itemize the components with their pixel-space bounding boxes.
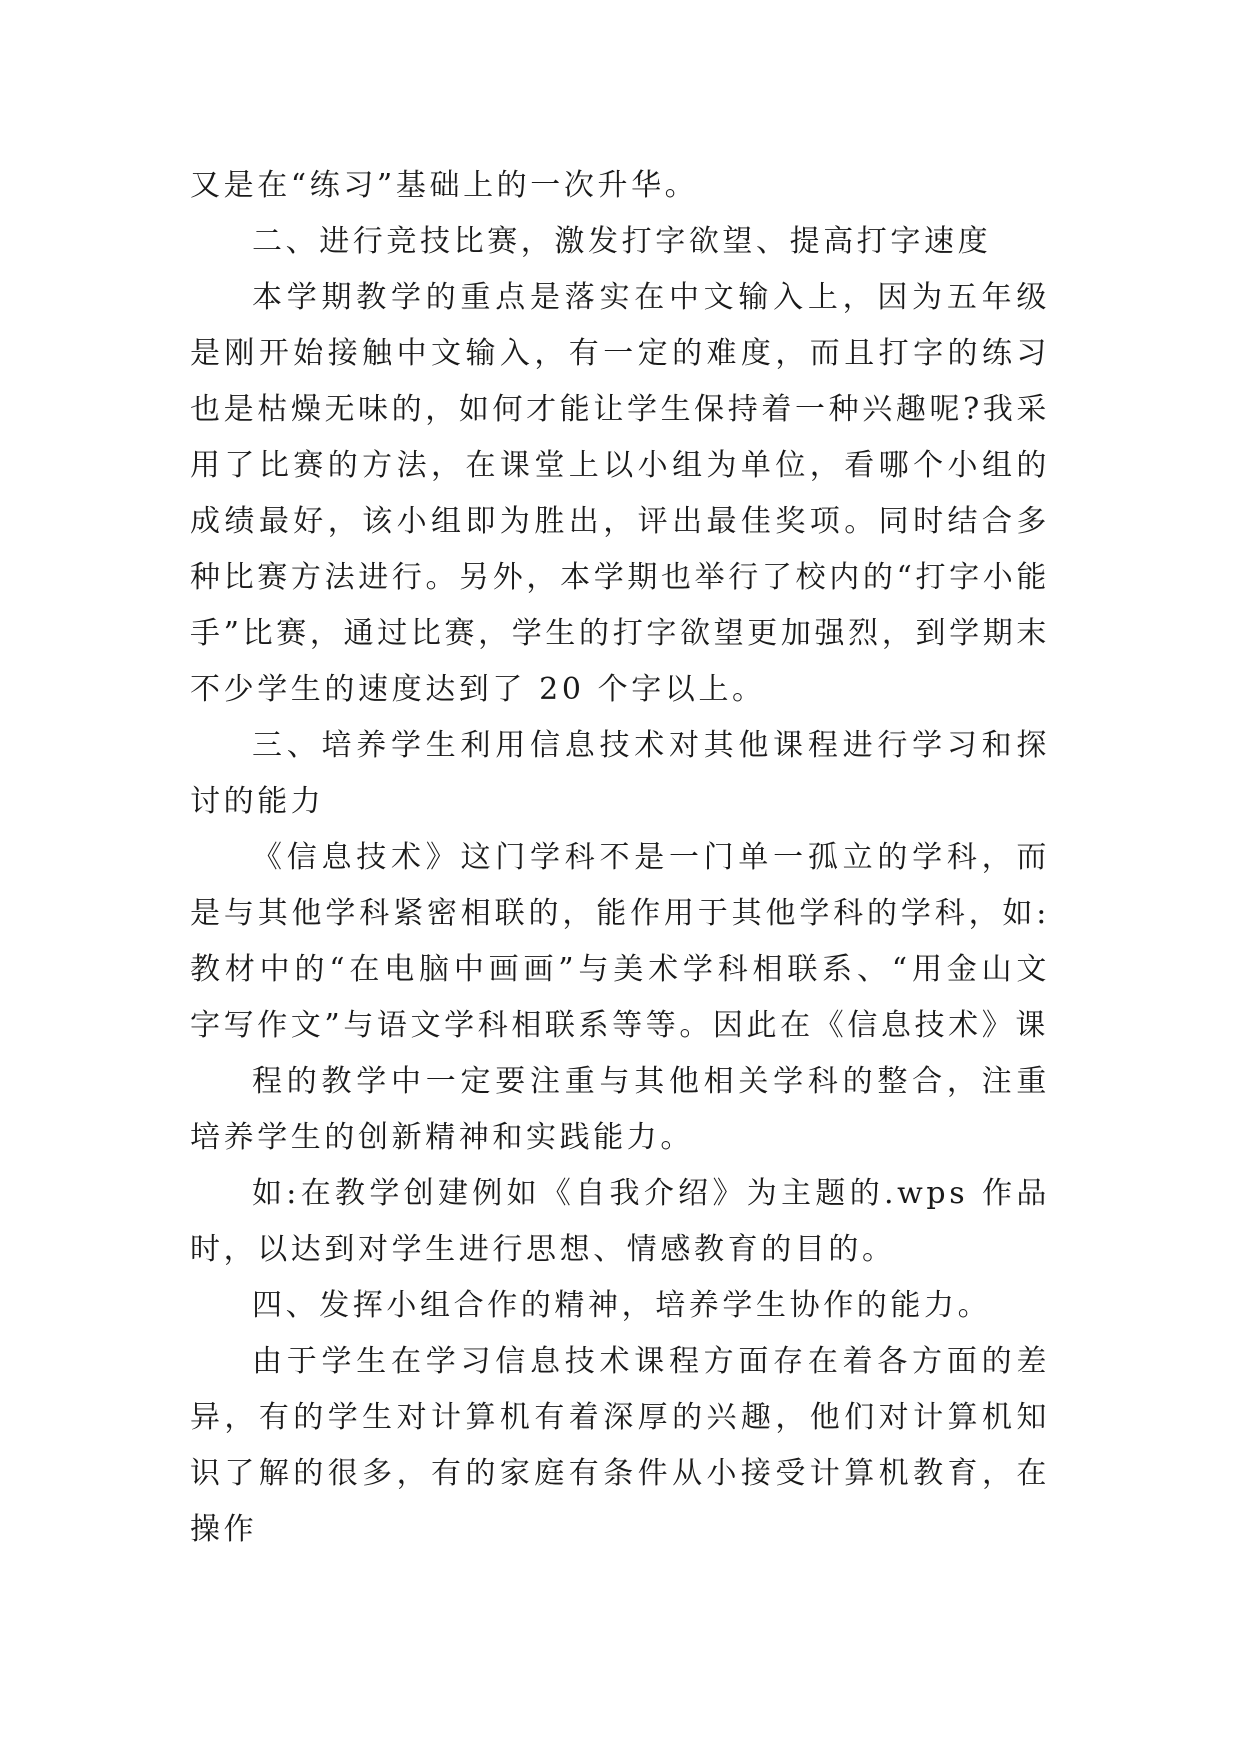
section-heading-two: 二、进行竞技比赛，激发打字欲望、提高打字速度 xyxy=(252,224,992,259)
paragraph: 本学期教学的重点是落实在中文输入上，因为五年级是刚开始接触中文输入，有一定的难度，而且打字的练习也是枯燥无味的，如何才能让学生保持着一种兴趣呢?我采用了比赛的方法，在课堂上以小组为单位，看哪个小组的成绩最好，该小组即为胜出，评出最佳奖项。同时结合多种比赛方法进行。另外，本学期也举行了校内的“打字小能手”比赛，通过比赛，学生的打字欲望更加强烈，到学期末不少学生的速度达到了 20 个字以上。 xyxy=(190,280,1050,707)
section-heading-four: 四、发挥小组合作的精神，培养学生协作的能力。 xyxy=(252,1288,992,1323)
paragraph: 由于学生在学习信息技术课程方面存在着各方面的差异，有的学生对计算机有着深厚的兴趣，他们对计算机知识了解的很多，有的家庭有条件从小接受计算机教育，在操作 xyxy=(190,1344,1050,1547)
paragraph: 又是在“练习”基础上的一次升华。 xyxy=(190,168,699,203)
document-body xyxy=(190,158,1050,1558)
paragraph: 程的教学中一定要注重与其他相关学科的整合，注重培养学生的创新精神和实践能力。 xyxy=(190,1064,1050,1155)
section-heading-three: 三、培养学生利用信息技术对其他课程进行学习和探讨的能力 xyxy=(190,728,1050,819)
paragraph: 《信息技术》这门学科不是一门单一孤立的学科，而是与其他学科紧密相联的，能作用于其他学科的学科，如:教材中的“在电脑中画画”与美术学科相联系、“用金山文字写作文”与语文学科相联系等等。因此在《信息技术》课 xyxy=(190,840,1050,1043)
paragraph: 如:在教学创建例如《自我介绍》为主题的.wps 作品时，以达到对学生进行思想、情感教育的目的。 xyxy=(190,1176,1050,1267)
